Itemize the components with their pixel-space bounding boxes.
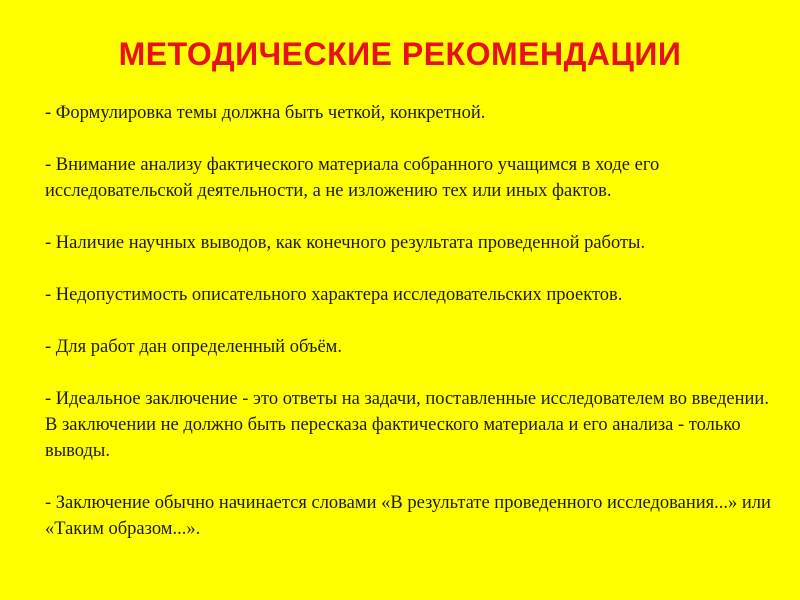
recommendation-item: - Наличие научных выводов, как конечного результата проведенной работы.	[45, 233, 646, 253]
recommendation-item: - Для работ дан определенный объём.	[45, 337, 343, 357]
recommendation-item: - Формулировка темы должна быть четкой, конкретной.	[45, 103, 486, 123]
recommendation-item: - Недопустимость описательного характера исследовательских проектов.	[45, 285, 623, 305]
recommendation-item: - Идеальное заключение - это ответы на задачи, поставленные исследователем во введении. В заключении не должно быть пересказа фактического материала и его анализа - только выводы.	[45, 389, 769, 461]
slide-title: МЕТОДИЧЕСКИЕ РЕКОМЕНДАЦИИ	[118, 36, 682, 72]
recommendations-list	[45, 100, 780, 542]
recommendation-item: - Внимание анализу фактического материала собранного учащимся в ходе его исследовательской деятельности, а не изложению тех или иных фактов.	[45, 155, 660, 201]
recommendation-item: - Заключение обычно начинается словами «В результате проведенного исследования...» или «Таким образом...».	[45, 493, 771, 539]
